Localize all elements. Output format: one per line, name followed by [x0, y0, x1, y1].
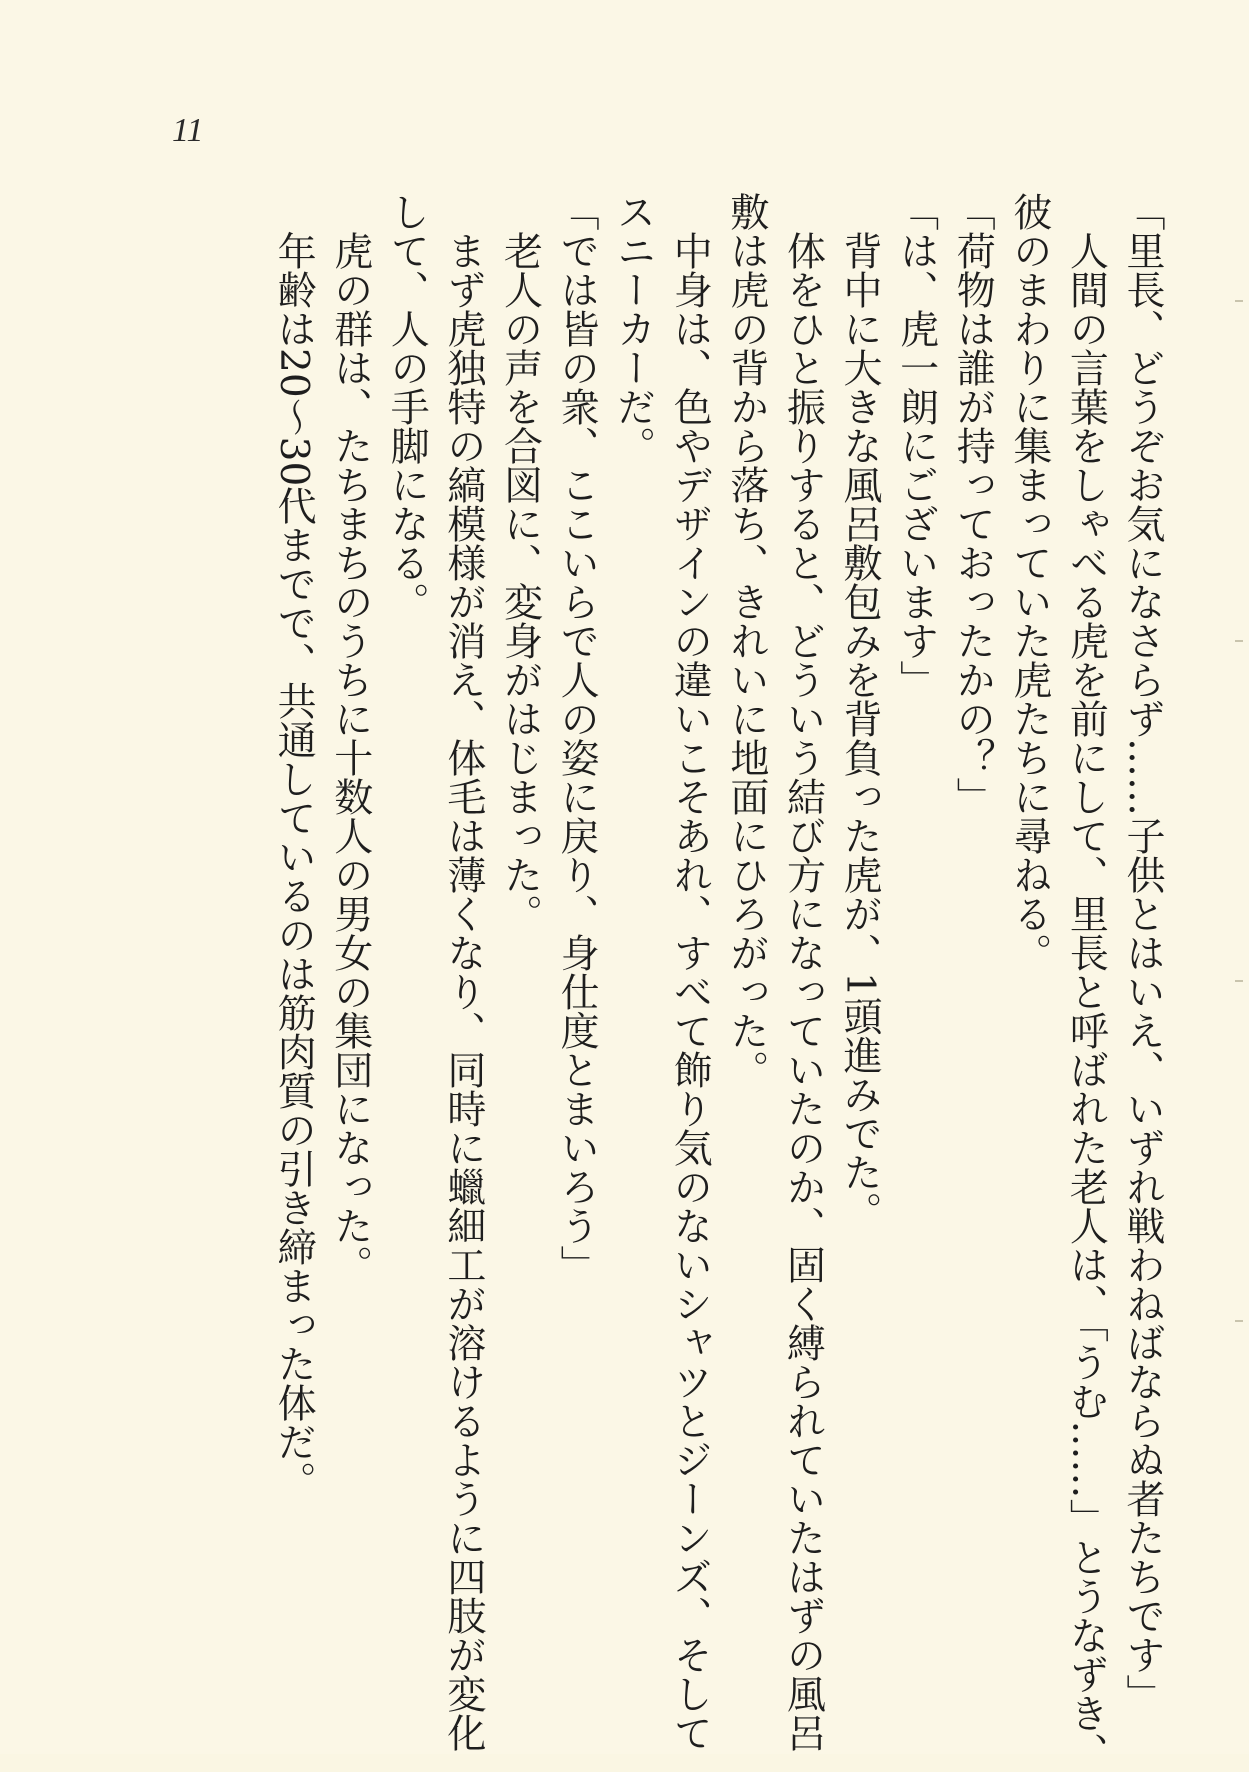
- text-line: 中身は、色やデザインの違いこそあれ、すべて飾り気のないシャツとジーンズ、そして: [667, 231, 713, 1752]
- text-line: 「荷物は誰が持っておったかの？」: [950, 192, 996, 816]
- text-line: して、人の手脚になる。: [384, 192, 430, 621]
- text-line: 虎の群は、たちまちのうちに十数人の男女の集団になった。: [327, 231, 373, 1284]
- page-edge-marks: [1233, 0, 1243, 1754]
- page-number: 11: [172, 112, 204, 149]
- text-line: 年齢は20～30代までで、共通しているのは筋肉質の引き締まった体だ。: [271, 231, 317, 1501]
- text-line: 「は、虎一朗にございます」: [893, 192, 939, 699]
- text-line: スニーカーだ。: [610, 192, 656, 465]
- text-line: 「では皆の衆、ここいらで人の姿に戻り、身仕度とまいろう」: [554, 192, 600, 1284]
- text-line: まず虎独特の縞模様が消え、体毛は薄くなり、同時に蠟細工が溶けるように四肢が変化: [440, 231, 486, 1752]
- text-line: 人間の言葉をしゃべる虎を前にして、里長と呼ばれた老人は、「うむ……」とうなずき、: [1063, 231, 1109, 1772]
- text-line: 敷は虎の背から落ち、きれいに地面にひろがった。: [723, 192, 769, 1089]
- text-line: 体をひと振りすると、どういう結び方になっていたのか、固く縛られていたはずの風呂: [780, 231, 826, 1752]
- text-line: 背中に大きな風呂敷包みを背負った虎が、1頭進みでた。: [837, 231, 883, 1231]
- text-line: 「里長、どうぞお気になさらず……子供とはいえ、いずれ戦わねばならぬ者たちです」: [1120, 192, 1165, 1713]
- text-line: 彼のまわりに集まっていた虎たちに尋ねる。: [1006, 192, 1052, 972]
- body-text: [130, 192, 1170, 1772]
- text-line: 老人の声を合図に、変身がはじまった。: [497, 231, 543, 933]
